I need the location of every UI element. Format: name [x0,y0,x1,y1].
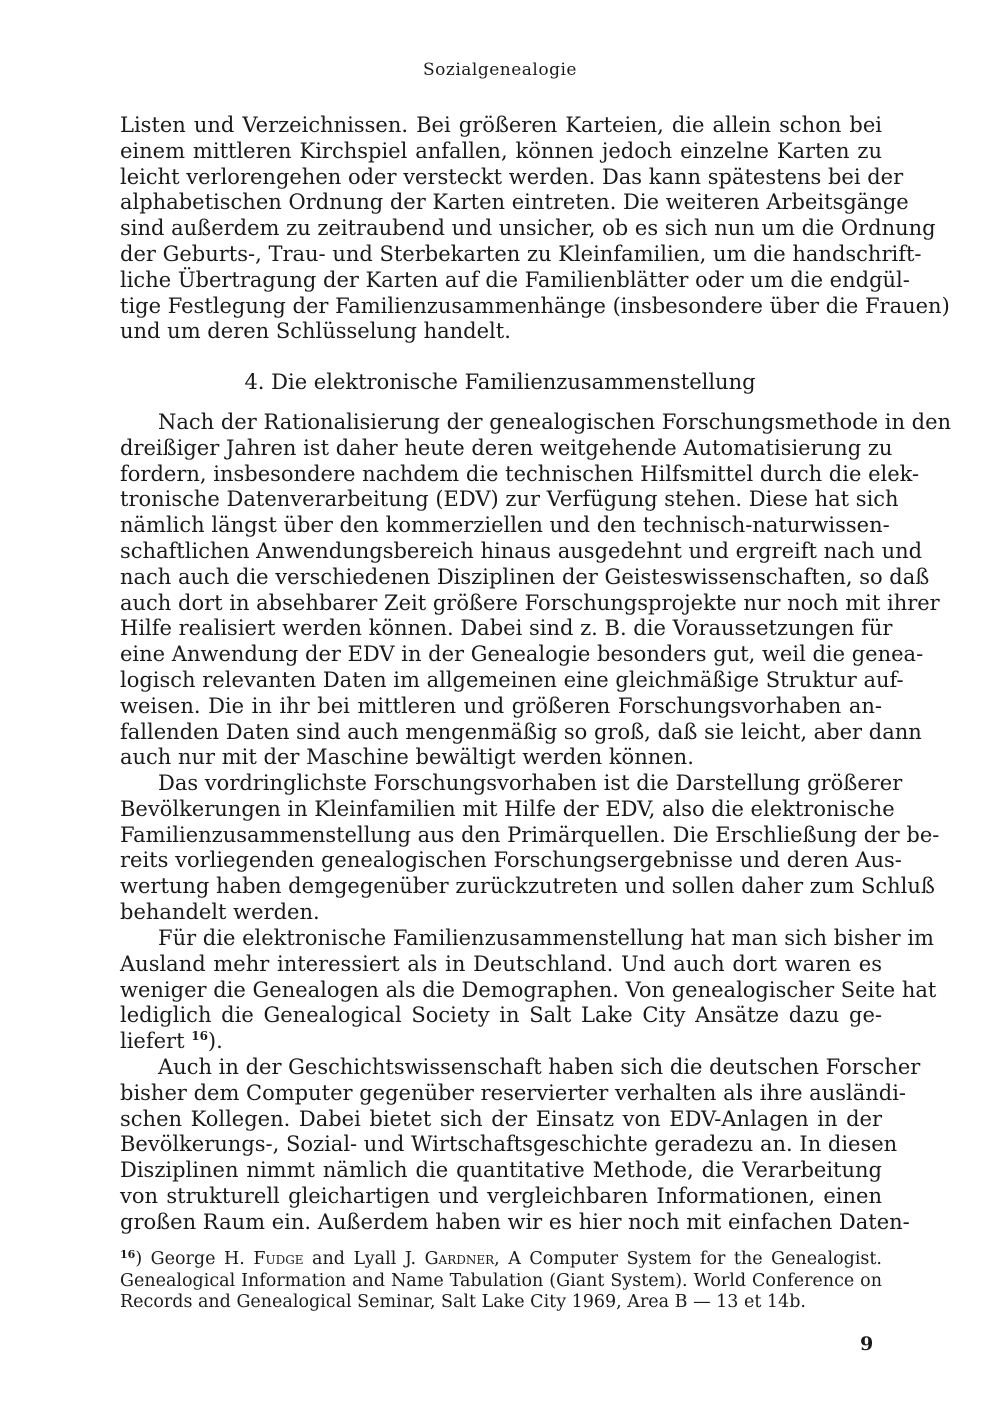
footnote-text: and Lyall J. [303,1249,425,1269]
text-line: behandelt werden. [120,899,320,924]
text-line: schaftlichen Anwendungsbereich hinaus ausgedehnt und ergreift nach und [120,538,923,563]
text-line: reits vorliegenden genealogischen Forschungsergebnisse und deren Aus- [120,848,902,873]
text-line: von strukturell gleichartigen und vergleichbaren Informationen, einen [120,1183,882,1208]
footnote-author: Gardner [424,1249,495,1269]
footnote-text: ) George H. [135,1249,254,1269]
text-line: Familienzusammenstellung aus den Primärquellen. Die Erschließung der be- [120,822,940,847]
text-line: sind außerdem zu zeitraubend und unsicher, ob es sich nun um die Ordnung [120,216,936,241]
text-line: liche Übertragung der Karten auf die Familienblätter oder um die endgül- [120,267,910,292]
text-line: weisen. Die in ihr bei mittleren und größeren Forschungsvorhaben an- [120,693,882,718]
text-line: bisher dem Computer gegenüber reservierter verhalten als ihre ausländi- [120,1080,907,1105]
text-line [120,1029,882,1055]
text-line: dreißiger Jahren ist daher heute deren weitgehende Automatisierung zu [120,435,893,460]
footnote-marker: 16 [120,1248,136,1261]
text-line: der Geburts-, Trau- und Sterbekarten zu Kleinfamilien, um die handschrift- [120,241,922,266]
top-paragraph [120,113,950,345]
footnote-reference[interactable]: 16 [191,1029,208,1044]
paragraph-2 [120,771,940,926]
text-line: Nach der Rationalisierung der genealogischen Forschungsmethode in den [158,410,952,434]
running-head: Sozialgenealogie [423,60,577,80]
text-line: großen Raum ein. Außerdem haben wir es hier noch mit einfachen Daten- [120,1209,910,1234]
text-line: Disziplinen nimmt nämlich die quantitative Methode, die Verarbeitung [120,1158,882,1183]
text-line: nämlich längst über den kommerziellen und den technisch-naturwissen- [120,513,890,538]
line-text: liefert [120,1029,192,1054]
text-line: alphabetischen Ordnung der Karten eintreten. Die weiteren Arbeitsgänge [120,190,909,215]
footnote-line [120,1249,882,1271]
page-number: 9 [860,1333,874,1355]
text-line: Ausland mehr interessiert als in Deutschland. Und auch dort waren es [120,951,882,976]
text-line: Bevölkerungen in Kleinfamilien mit Hilfe der EDV, also die elektronische [120,796,895,821]
line-text: ). [207,1029,223,1054]
text-line: weniger die Genealogen als die Demographen. Von genealogischer Seite hat [120,977,937,1002]
footnote [120,1249,882,1314]
footnote-line: Genealogical Information and Name Tabulation (Giant System). World Conference on [120,1270,882,1291]
text-line: wertung haben demgegenüber zurückzutreten und sollen daher zum Schluß [120,874,935,899]
text-line: Für die elektronische Familienzusammenstellung hat man sich bisher im [158,926,934,950]
text-line: und um deren Schlüsselung handelt. [120,319,511,344]
text-line: Bevölkerungs-, Sozial- und Wirtschaftsgeschichte geradezu an. In diesen [120,1132,898,1157]
text-line: fallenden Daten sind auch mengenmäßig so groß, daß sie leicht, aber dann [120,719,922,744]
text-line: nach auch die verschiedenen Disziplinen der Geisteswissenschaften, so daß [120,564,930,589]
footnote-line: Records and Genealogical Seminar, Salt Lake City 1969, Area B — 13 et 14b. [120,1292,806,1312]
paragraph-1 [120,410,952,771]
text-line: Listen und Verzeichnissen. Bei größeren Karteien, die allein schon bei [120,113,882,137]
text-line: Hilfe realisiert werden können. Dabei sind z. B. die Voraussetzungen für [120,616,893,641]
text-line: schen Kollegen. Dabei bietet sich der Einsatz von EDV-Anlagen in der [120,1106,882,1131]
text-line: eine Anwendung der EDV in der Genealogie besonders gut, weil die genea- [120,642,924,667]
text-line: tronische Datenverarbeitung (EDV) zur Verfügung stehen. Diese hat sich [120,487,899,512]
text-line: auch nur mit der Maschine bewältigt werden können. [120,745,694,770]
text-line: lediglich die Genealogical Society in Salt Lake City Ansätze dazu ge- [120,1003,882,1028]
footnote-author: Fudge [253,1249,304,1269]
text-line: leicht verlorengehen oder versteckt werden. Das kann spätestens bei der [120,164,904,189]
section-heading: 4. Die elektronische Familienzusammenstellung [244,370,756,394]
paragraph-3 [120,926,937,1055]
text-line: tige Festlegung der Familienzusammenhänge (insbesondere über die Frauen) [120,293,950,318]
text-line: Das vordringlichste Forschungsvorhaben ist die Darstellung größerer [158,771,903,795]
text-line: auch dort in absehbarer Zeit größere Forschungsprojekte nur noch mit ihrer [120,590,940,615]
text-line: logisch relevanten Daten im allgemeinen eine gleichmäßige Struktur auf- [120,667,904,692]
footnote-text: , A Computer System for the Genealogist. [494,1249,882,1269]
text-line: einem mittleren Kirchspiel anfallen, können jedoch einzelne Karten zu [120,138,882,163]
paragraph-4 [120,1055,921,1236]
text-line: Auch in der Geschichtswissenschaft haben sich die deutschen Forscher [158,1055,921,1079]
text-line: fordern, insbesondere nachdem die technischen Hilfsmittel durch die elek- [120,461,920,486]
